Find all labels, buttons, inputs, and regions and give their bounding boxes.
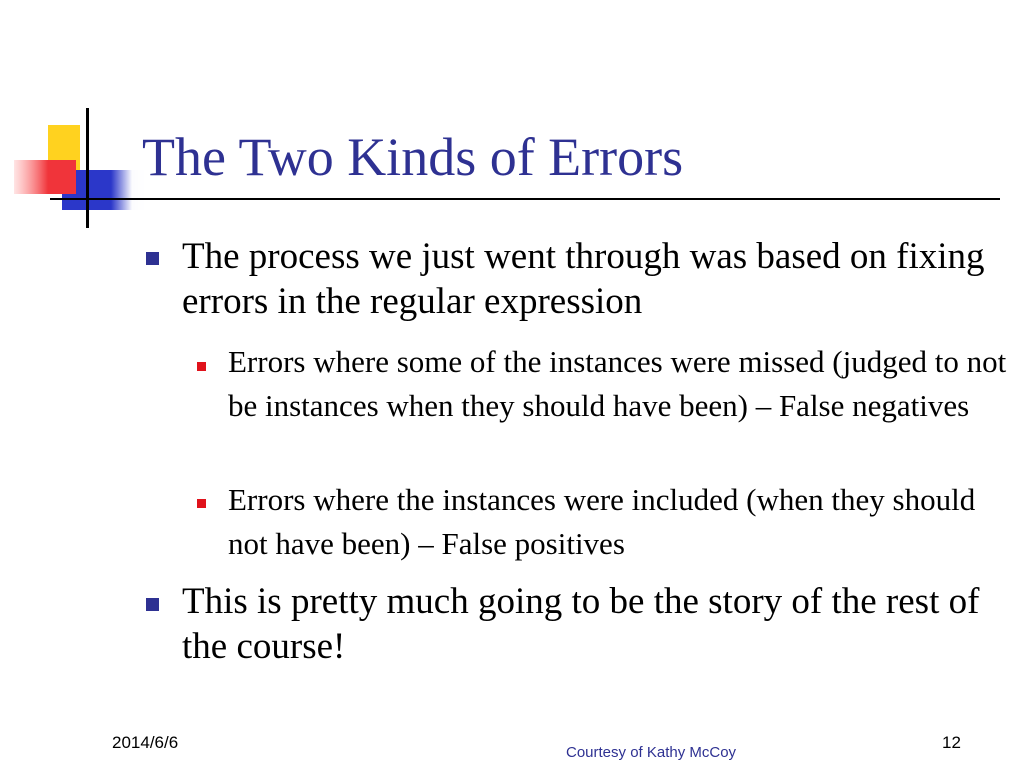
sub-bullet-text: Errors where some of the instances were missed (judged to not be instances when they should have been) – False negatives xyxy=(228,344,1007,423)
color-squares-logo-icon xyxy=(0,100,150,235)
slide-title: The Two Kinds of Errors xyxy=(142,127,684,187)
footer-date: 2014/6/6 xyxy=(112,733,179,752)
square-bullet-blue-icon xyxy=(146,598,159,611)
footer-credit: Courtesy of Kathy McCoy xyxy=(566,744,737,761)
sub-bullet-text: Errors where the instances were included (when they should not have been) – False positives xyxy=(228,482,976,561)
bullet-text: The process we just went through was based on fixing errors in the regular expression xyxy=(182,236,985,322)
square-bullet-blue-icon xyxy=(146,252,159,265)
page-number: 12 xyxy=(942,733,961,752)
bullet-text: This is pretty much going to be the story of the rest of the course! xyxy=(182,581,980,667)
square-bullet-red-icon xyxy=(197,499,206,508)
title-divider xyxy=(60,198,1000,200)
square-bullet-red-icon xyxy=(197,362,206,371)
